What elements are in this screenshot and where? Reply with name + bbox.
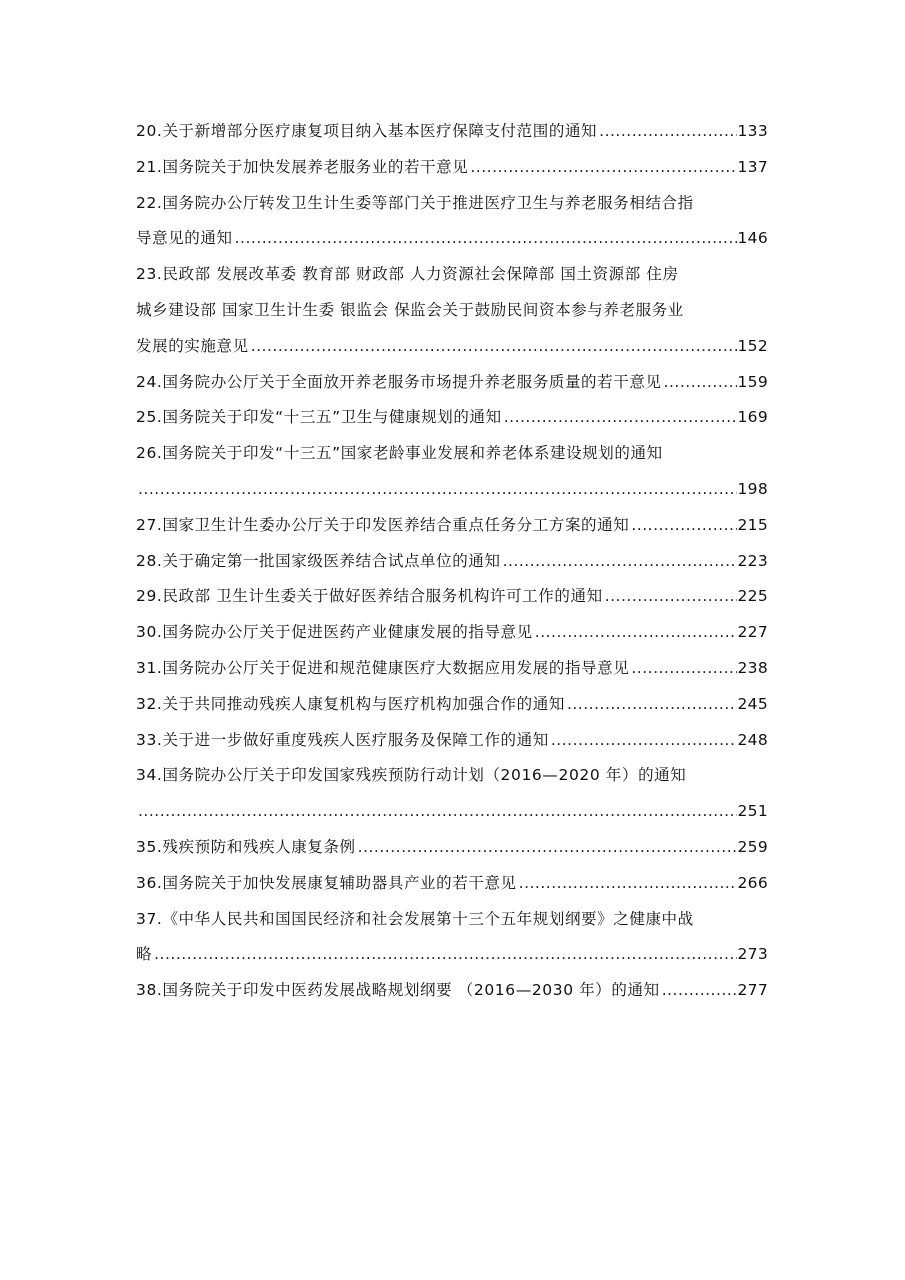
toc-entry-last-line bbox=[136, 973, 768, 1009]
toc-page-number: 215 bbox=[737, 515, 768, 534]
dot-leader bbox=[138, 472, 737, 508]
toc-page-number: 223 bbox=[737, 551, 768, 570]
dot-leader bbox=[470, 150, 736, 186]
toc-page-number: 227 bbox=[737, 623, 768, 642]
toc-entry-title-line: 20.关于新增部分医疗康复项目纳入基本医疗保障支付范围的通知 bbox=[136, 122, 598, 140]
toc-page-number: 238 bbox=[737, 658, 768, 677]
toc-entry-last-line bbox=[136, 221, 768, 257]
toc-entry-last-line bbox=[136, 400, 768, 436]
toc-entry-last-line bbox=[136, 150, 768, 186]
toc-entry[interactable] bbox=[136, 508, 768, 544]
toc-entry-last-line bbox=[136, 365, 768, 401]
toc-entry-title-line: 29.民政部 卫生计生委关于做好医养结合服务机构许可工作的通知 bbox=[136, 587, 603, 606]
toc-page-number: 137 bbox=[737, 157, 768, 176]
toc-entry-title-line: 发展的实施意见 bbox=[136, 336, 249, 355]
toc-entry[interactable] bbox=[136, 436, 768, 508]
toc-entry[interactable] bbox=[136, 186, 768, 258]
dot-leader bbox=[235, 221, 737, 257]
toc-entry-last-line bbox=[136, 579, 768, 615]
toc-entry-title-line: 23.民政部 发展改革委 教育部 财政部 人力资源社会保障部 国土资源部 住房 bbox=[136, 265, 679, 284]
toc-page-number: 146 bbox=[737, 229, 768, 248]
toc-entry[interactable] bbox=[136, 758, 768, 830]
toc-entry-last-line bbox=[136, 544, 768, 580]
toc-entry-last-line bbox=[136, 866, 768, 902]
toc-entry-title-line: 33.关于进一步做好重度残疾人医疗服务及保障工作的通知 bbox=[136, 730, 549, 749]
toc-entry-last-line bbox=[136, 794, 768, 830]
toc-entry[interactable] bbox=[136, 830, 768, 866]
toc-entry[interactable] bbox=[136, 902, 768, 974]
toc-page-number: 169 bbox=[737, 408, 768, 427]
toc-page-number: 245 bbox=[737, 694, 768, 713]
toc-entry-title-line: 27.国家卫生计生委办公厅关于印发医养结合重点任务分工方案的通知 bbox=[136, 515, 630, 534]
toc-entry-title-line: 34.国务院办公厅关于印发国家残疾预防行动计划（2016—2020 年）的通知 bbox=[136, 766, 687, 785]
toc-page-number: 133 bbox=[737, 122, 768, 140]
dot-leader bbox=[631, 508, 736, 544]
toc-entry-last-line bbox=[136, 472, 768, 508]
toc-entry[interactable] bbox=[136, 400, 768, 436]
toc-entry-title-line: 31.国务院办公厅关于促进和规范健康医疗大数据应用发展的指导意见 bbox=[136, 658, 630, 677]
toc-entry-last-line bbox=[136, 615, 768, 651]
dot-leader bbox=[251, 329, 737, 365]
toc-entry[interactable] bbox=[136, 687, 768, 723]
dot-leader bbox=[519, 866, 737, 902]
toc-entry-last-line bbox=[136, 114, 768, 150]
dot-leader bbox=[138, 794, 737, 830]
toc-entry-title-line: 略 bbox=[136, 945, 153, 964]
dot-leader bbox=[358, 830, 737, 866]
toc-entry-last-line bbox=[136, 937, 768, 973]
toc-entry-title-line: 37.《中华人民共和国国民经济和社会发展第十三个五年规划纲要》之健康中战 bbox=[136, 909, 694, 928]
toc-entry-last-line bbox=[136, 508, 768, 544]
toc-entry-title-line: 38.国务院关于印发中医药发展战略规划纲要 （2016—2030 年）的通知 bbox=[136, 981, 660, 1000]
toc-entry-title-line: 导意见的通知 bbox=[136, 229, 233, 248]
toc-entry-title-line: 21.国务院关于加快发展养老服务业的若干意见 bbox=[136, 157, 469, 176]
toc-page-number: 273 bbox=[737, 945, 768, 964]
dot-leader bbox=[567, 687, 737, 723]
dot-leader bbox=[551, 723, 737, 759]
table-of-contents bbox=[136, 114, 768, 1009]
toc-entry[interactable] bbox=[136, 723, 768, 759]
toc-entry-title-line: 26.国务院关于印发“十三五”国家老龄事业发展和养老体系建设规划的通知 bbox=[136, 444, 663, 463]
toc-page-number: 266 bbox=[737, 873, 768, 892]
toc-entry[interactable] bbox=[136, 615, 768, 651]
toc-entry-title-line: 24.国务院办公厅关于全面放开养老服务市场提升养老服务质量的若干意见 bbox=[136, 372, 662, 391]
toc-entry-title-line: 28.关于确定第一批国家级医养结合试点单位的通知 bbox=[136, 551, 501, 570]
dot-leader bbox=[154, 937, 736, 973]
toc-entry-last-line bbox=[136, 687, 768, 723]
dot-leader bbox=[535, 615, 737, 651]
toc-entry-title-line: 25.国务院关于印发“十三五”卫生与健康规划的通知 bbox=[136, 408, 502, 427]
toc-page-number: 259 bbox=[737, 837, 768, 856]
dot-leader bbox=[664, 365, 737, 401]
toc-page-number: 159 bbox=[737, 372, 768, 391]
dot-leader bbox=[503, 544, 737, 580]
toc-entry[interactable] bbox=[136, 544, 768, 580]
dot-leader bbox=[599, 114, 736, 150]
toc-entry[interactable] bbox=[136, 866, 768, 902]
toc-entry[interactable] bbox=[136, 365, 768, 401]
dot-leader bbox=[631, 651, 736, 687]
dot-leader bbox=[605, 579, 737, 615]
dot-leader bbox=[662, 973, 737, 1009]
toc-entry-last-line bbox=[136, 651, 768, 687]
toc-entry-title-line: 35.残疾预防和残疾人康复条例 bbox=[136, 837, 356, 856]
toc-entry-last-line bbox=[136, 723, 768, 759]
toc-entry-last-line bbox=[136, 329, 768, 365]
toc-page-number: 248 bbox=[737, 730, 768, 749]
toc-entry[interactable] bbox=[136, 973, 768, 1009]
toc-entry-last-line bbox=[136, 830, 768, 866]
toc-entry[interactable] bbox=[136, 579, 768, 615]
toc-entry[interactable] bbox=[136, 114, 768, 150]
toc-page-number: 251 bbox=[737, 802, 768, 821]
toc-page-number: 225 bbox=[737, 587, 768, 606]
toc-entry-title-line: 32.关于共同推动残疾人康复机构与医疗机构加强合作的通知 bbox=[136, 694, 565, 713]
toc-entry-title-line: 22.国务院办公厅转发卫生计生委等部门关于推进医疗卫生与养老服务相结合指 bbox=[136, 193, 694, 212]
toc-entry-title-line: 36.国务院关于加快发展康复辅助器具产业的若干意见 bbox=[136, 873, 517, 892]
toc-page-number: 198 bbox=[737, 479, 768, 498]
toc-entry[interactable] bbox=[136, 150, 768, 186]
toc-page-number: 277 bbox=[737, 981, 768, 1000]
toc-entry[interactable] bbox=[136, 257, 768, 364]
toc-page-number: 152 bbox=[737, 336, 768, 355]
toc-entry[interactable] bbox=[136, 651, 768, 687]
toc-entry-title-line: 30.国务院办公厅关于促进医药产业健康发展的指导意见 bbox=[136, 623, 533, 642]
toc-entry-title-line: 城乡建设部 国家卫生计生委 银监会 保监会关于鼓励民间资本参与养老服务业 bbox=[136, 300, 684, 319]
dot-leader bbox=[504, 400, 737, 436]
